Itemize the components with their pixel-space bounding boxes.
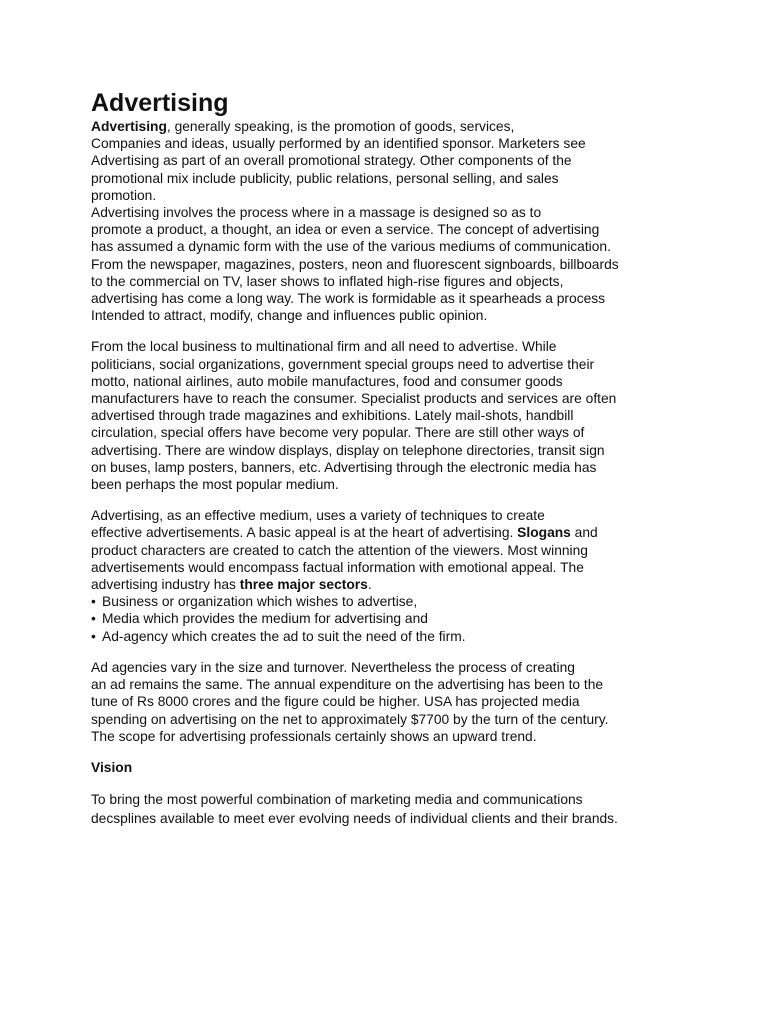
- document-page: [91, 88, 731, 828]
- bullet-item: [91, 593, 731, 610]
- text-line: advertising. There are window displays, display on telephone directories, transit sign: [91, 442, 605, 458]
- text-line: To bring the most powerful combination of marketing media and communications: [91, 791, 583, 807]
- text-line: on buses, lamp posters, banners, etc. Advertising through the electronic media has: [91, 459, 597, 475]
- document-title: Advertising: [91, 89, 229, 117]
- text-line: spending on advertising on the net to approximately $7700 by the turn of the century.: [91, 711, 609, 727]
- text-line: [91, 524, 731, 541]
- paragraph-gap: [91, 745, 731, 759]
- bullet-icon: •: [91, 611, 96, 627]
- text-line: has assumed a dynamic form with the use of the various mediums of communication.: [91, 239, 611, 255]
- text-line: advertisements would encompass factual information with emotional appeal. The: [91, 559, 584, 575]
- paragraph-agencies: [91, 659, 731, 745]
- text-span: advertising industry has: [91, 577, 240, 593]
- bullet-text: Media which provides the medium for advertising and: [102, 611, 428, 627]
- paragraph-vision: [91, 790, 731, 828]
- text-line: From the newspaper, magazines, posters, neon and fluorescent signboards, billboards: [91, 256, 619, 272]
- text-span: .: [367, 577, 372, 593]
- paragraph-gap: [91, 493, 731, 507]
- bold-term: three major sectors: [239, 577, 368, 593]
- text-line: Advertising as part of an overall promotional strategy. Other components of the: [91, 153, 572, 169]
- text-line: The scope for advertising professionals certainly shows an upward trend.: [91, 728, 537, 744]
- bullet-icon: •: [91, 594, 96, 610]
- paragraph-gap: [91, 776, 731, 790]
- text-line: manufacturers have to reach the consumer. Specialist products and services are often: [91, 391, 617, 407]
- paragraph-who-advertises: [91, 338, 731, 493]
- text-line: Companies and ideas, usually performed by an identified sponsor. Marketers see: [91, 136, 586, 152]
- paragraph-intro: [91, 118, 731, 204]
- text-line: decsplines available to meet ever evolving needs of individual clients and their brands.: [91, 810, 618, 826]
- text-span: effective advertisements. A basic appeal is at the heart of advertising.: [91, 525, 518, 541]
- bullet-item: [91, 610, 731, 627]
- text-line: to the commercial on TV, laser shows to inflated high-rise figures and objects,: [91, 273, 564, 289]
- text-line: advertised through trade magazines and exhibitions. Lately mail-shots, handbill: [91, 408, 574, 424]
- text-line: Intended to attract, modify, change and influences public opinion.: [91, 308, 488, 324]
- text-line: an ad remains the same. The annual expenditure on the advertising has been to the: [91, 677, 604, 693]
- text-span: , generally speaking, is the promotion of goods, services,: [166, 119, 515, 134]
- text-line: Ad agencies vary in the size and turnover. Nevertheless the process of creating: [91, 659, 575, 675]
- text-line: advertising has come a long way. The work is formidable as it spearheads a process: [91, 291, 606, 307]
- text-line: [91, 576, 731, 593]
- paragraph-process: [91, 204, 731, 324]
- text-line: [91, 118, 731, 135]
- text-line: circulation, special offers have become very popular. There are still other ways of: [91, 425, 585, 441]
- text-line: Advertising, as an effective medium, uses a variety of techniques to create: [91, 508, 545, 524]
- bullet-text: Business or organization which wishes to advertise,: [102, 594, 418, 610]
- bullet-icon: •: [91, 628, 96, 644]
- text-line: From the local business to multinational firm and all need to advertise. While: [91, 339, 557, 355]
- text-line: tune of Rs 8000 crores and the figure could be higher. USA has projected media: [91, 694, 580, 710]
- bullet-text: Ad-agency which creates the ad to suit the need of the firm.: [102, 628, 466, 644]
- bullet-item: [91, 628, 731, 645]
- text-line: product characters are created to catch the attention of the viewers. Most winning: [91, 542, 588, 558]
- text-line: been perhaps the most popular medium.: [91, 477, 339, 493]
- paragraph-gap: [91, 645, 731, 659]
- vision-heading: Vision: [91, 759, 133, 775]
- text-span: and: [570, 525, 598, 541]
- paragraph-techniques: [91, 507, 731, 645]
- bold-term: Slogans: [517, 525, 571, 541]
- text-line: Advertising involves the process where in a massage is designed so as to: [91, 205, 542, 221]
- text-line: promotion.: [91, 187, 157, 203]
- bold-term: Advertising: [91, 119, 167, 134]
- text-line: promote a product, a thought, an idea or even a service. The concept of advertising: [91, 222, 600, 238]
- paragraph-gap: [91, 324, 731, 338]
- text-line: motto, national airlines, auto mobile manufactures, food and consumer goods: [91, 373, 563, 389]
- text-line: politicians, social organizations, government special groups need to advertise their: [91, 356, 595, 372]
- text-line: promotional mix include publicity, public relations, personal selling, and sales: [91, 170, 559, 186]
